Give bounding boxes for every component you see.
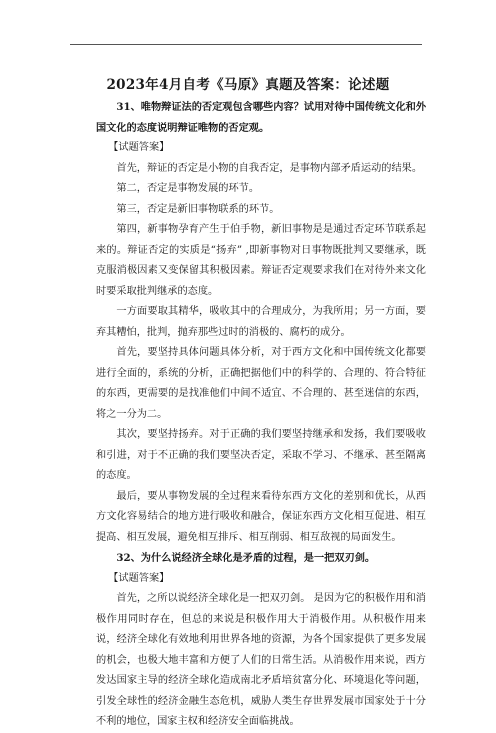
answer-31-paragraph-4: 第四，新事物孕育产生于伯手物，新旧事物是是通过否定环节联系起来的。辩证否定的实质是“扬弃” ,即新事物对日事物既批判又要继承，既克服消极因素又变保留其积极因素。辩证否定观要求我们在对待外来文化时要采取批判继承的态度。: [96, 224, 426, 297]
question-31: 31、唯物辩证法的否定观包含哪些内容？试用对待中国传统文化和外国文化的态度说明辩证唯物的否定观。: [96, 101, 427, 134]
answer-31-paragraph-1: 首先，辩证的否定是小物的自我否定，是事物内部矛盾运动的结果。: [116, 162, 423, 174]
answer-32-paragraph-1: 首先，之所以说经济全球化是一把双刃剑。 是因为它的积极作用和消极作用同时存在，但总的来说是积极作用大于消极作用。从积极作用来说，经济全球化有效地利用世界各地的资源，为各个国家提供了更多发展的机会，也极大地丰富和方便了人们的日常生活。从消极作用来说，西方发达国家主导的经济全球化造成南北矛盾培贫富分化、环境退化等问题，引发全球性的经济金融生态危机，威胁人类生存世界发展市国家处于十分不利的地位，国家主权和经济安全面临挑战。: [96, 593, 426, 727]
answer-tag-31: 【试题答案】: [108, 142, 170, 153]
answer-31-paragraph-3: 第三，否定是新旧事物联系的环节。: [116, 203, 280, 215]
answer-tag-32: 【试题答案】: [108, 572, 170, 584]
answer-31-paragraph-8: 最后，要从事物发展的全过程来看待东西方文化的差别和优长，从西方文化容易结合的地方进行吸收和融合，保证东西方文化相互促进、相互提高、相互发展，避免相互排斥、相互削弱、相互敌视的局面发生。: [96, 490, 426, 543]
answer-31-paragraph-7: 其次，要坚持扬弃。对于正确的我们要坚持继承和发扬，我们要吸收和引进，对于不正确的我们要坚决否定，采取不学习、不继承、甚至隔离的态度。: [96, 429, 426, 481]
question-32: 32、为什么说经济全球化是矛盾的过程，是一把双刃剑。: [116, 552, 376, 564]
document-body: [96, 97, 426, 733]
answer-31-paragraph-6: 首先，要坚持具体问题具体分析，对于西方文化和中国传统文化都要进行全面的，系统的分析，正确把据他们中的科学的、合理的、符合特征的东西，更需要的是找准他们中间不适宜、不合理的、甚至迷信的东西，将之一分为二。: [96, 347, 426, 420]
answer-31-paragraph-5: 一方面要取其精华，吸收其中的合理成分，为我所用；另一方面，要弃其糟怕，批判，抛弃那些过时的消极的、腐朽的成分。: [96, 306, 426, 338]
header-rule: [70, 44, 422, 45]
answer-31-paragraph-2: 第二，否定是事物发展的环节。: [116, 183, 260, 194]
page-title: 2023年4月自考《马原》真题及答案：论述题: [106, 77, 390, 93]
